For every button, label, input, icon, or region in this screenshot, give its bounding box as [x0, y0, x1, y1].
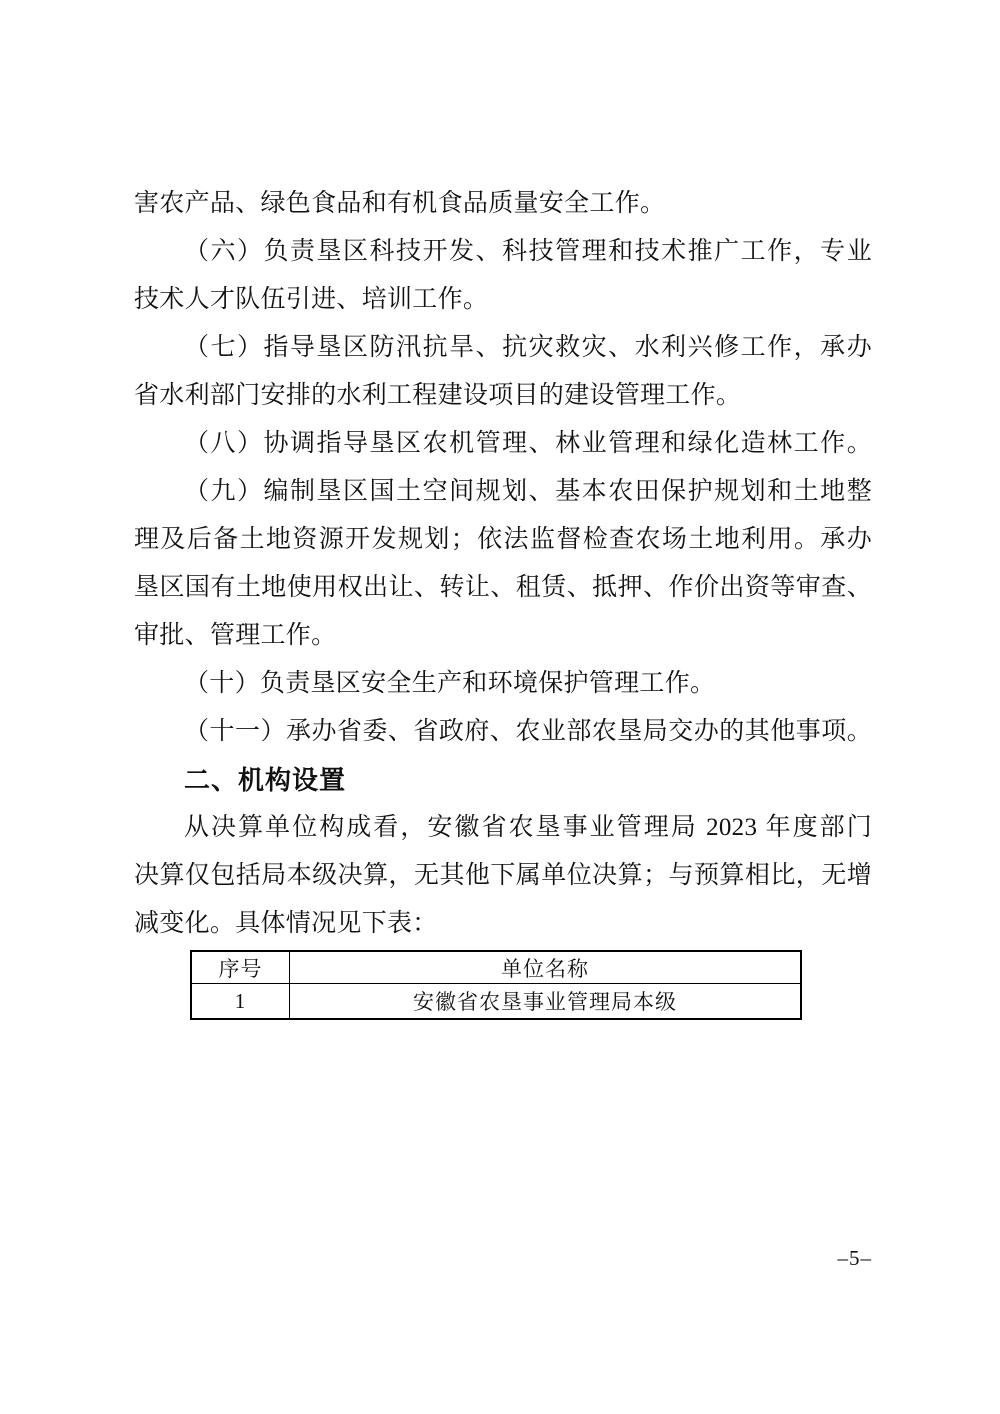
cell-unit-name: 安徽省农垦事业管理局本级 — [290, 984, 802, 1020]
body-line: 决算仅包括局本级决算，无其他下属单位决算；与预算相比，无增 — [134, 862, 872, 889]
section-heading: 二、机构设置 — [184, 765, 347, 795]
table-header-serial: 序号 — [191, 951, 290, 984]
body-line: （八）协调指导垦区农机管理、林业管理和绿化造林工作。 — [184, 430, 872, 457]
body-line: 垦区国有土地使用权出让、转让、租赁、抵押、作价出资等审查、 — [134, 574, 872, 601]
body-line: （十）负责垦区安全生产和环境保护管理工作。 — [184, 670, 716, 697]
body-line: （六）负责垦区科技开发、科技管理和技术推广工作，专业 — [184, 238, 872, 265]
body-line: 审批、管理工作。 — [134, 622, 337, 649]
body-line: 理及后备土地资源开发规划；依法监督检查农场土地利用。承办 — [134, 526, 872, 553]
body-line: 从决算单位构成看，安徽省农垦事业管理局 2023 年度部门 — [184, 814, 872, 841]
document-body — [134, 180, 872, 1020]
table-header-unit-name: 单位名称 — [290, 951, 802, 984]
body-line: （七）指导垦区防汛抗旱、抗灾救灾、水利兴修工作，承办 — [184, 334, 872, 361]
body-line: （十一）承办省委、省政府、农业部农垦局交办的其他事项。 — [184, 718, 872, 745]
body-line: 技术人才队伍引进、培训工作。 — [134, 286, 489, 313]
body-line: 害农产品、绿色食品和有机食品质量安全工作。 — [134, 190, 666, 217]
page-number: –5– — [837, 1246, 872, 1270]
body-line: （九）编制垦区国土空间规划、基本农田保护规划和土地整 — [184, 478, 872, 505]
units-table — [190, 950, 802, 1020]
table-header-row — [191, 951, 801, 984]
table-row — [191, 984, 801, 1020]
cell-serial: 1 — [191, 984, 290, 1020]
body-line: 省水利部门安排的水利工程建设项目的建设管理工作。 — [134, 382, 742, 409]
body-line: 减变化。具体情况见下表： — [134, 910, 438, 937]
